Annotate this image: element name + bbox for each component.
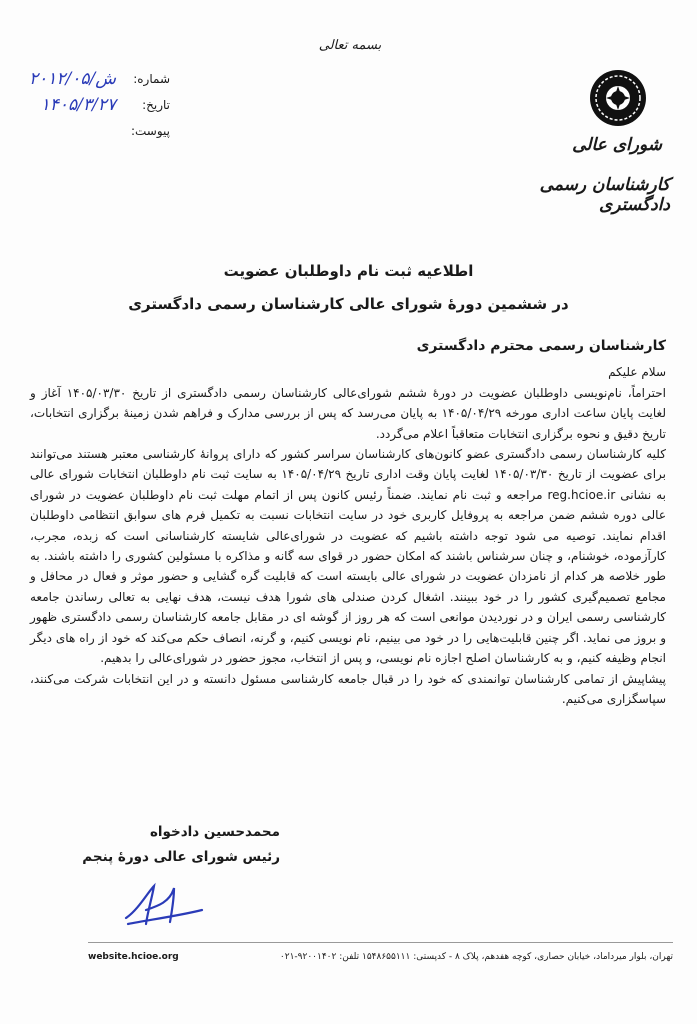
signature-block: [60, 820, 280, 870]
paragraph-2: کلیه کارشناسان رسمی دادگستری عضو کانون‌های کارشناسان سراسر کشور که دارای پروانۀ کارشناسی معتبر هستند می‌توانند برای عضویت از تاریخ ۱۴۰۵/۰۳/۳۰ لغایت پایان وقت اداری تاریخ ۱۴۰۵/۰۴/۲۹ به سایت ثبت نام داوطلبان انتخابات شورای عالی به نشانی reg.hcioe.ir مراجعه و ثبت نام نمایند. ضمناً رئیس کانون پس از اتمام مهلت ثبت نام داوطلبان عضویت در شورای عالی دوره ششم ضمن مراجعه به پروفایل کاربری خود در سایت انتخابات نسبت به تکمیل فرم های سوابق انتظامی داوطلبان اقدام نمایند. توصیه می شود توجه داشته باشیم که عضویت در شورای‌عالی شایسته کارشناسانی است که زبده، مجرب، کارآزموده، خوشنام، و چنان سرشناس باشند که امکان حضور در قوای سه گانه و مذاکره با مسئولین کشوری را داشته باشند. به طور خلاصه هر کدام از نامزدان عضویت در شورای عالی بایسته است که قابلیت گره گشایی و حضور موثر و فعال در محافل و مجامع تصمیم‌گیری کشور را در خود ببینند. اشغال کردن صندلی های شورا هدف نیست، هدف نهایی به تعالی رساندن جامعه کارشناسی رسمی ایران و در نوردیدن موانعی است که هر روز از گوشه ای در مقابل جامعه کارشناسان رسمی دادگستری ظهور و بروز می نماید. اگر چنین قابلیت‌هایی را در خود می بینیم، نام نویسی کنیم، و گرنه، انصاف حکم می‌کند که خود از راه های دیگر انجام وظیفه کنیم، و به کارشناسان اصلح اجازه نام نویسی، و پس از انتخاب، مجوز حضور در شورای‌عالی را بدهیم.: [30, 447, 666, 666]
invocation-heading: بسمه تعالی: [318, 38, 382, 53]
paragraph-1: احتراماً، نام‌نویسی داوطلبان عضویت در دورۀ ششم شورای‌عالی کارشناسان رسمی دادگستری از تاریخ ۱۴۰۵/۰۳/۳۰ آغاز و لغایت پایان ساعت اداری مورخه ۱۴۰۵/۰۴/۲۹ به پایان می‌رسد که پس از بررسی مدارک و فراهم شدن زمینۀ برگزاری انتخابات، تاریخ دقیق و نحوه برگزاری انتخابات متعاقباً اعلام می‌گردد.: [30, 385, 666, 441]
footer-website: website.hcioe.org: [88, 952, 179, 962]
handwritten-signature-icon: [118, 880, 208, 930]
date-label: تاریخ:: [142, 98, 170, 112]
org-line-2: کارشناسان رسمی دادگستری: [539, 175, 670, 215]
title-line-2: در ششمین دورۀ شورای عالی کارشناسان رسمی دادگستری: [128, 295, 569, 313]
date-value: ۱۴۰۵/۳/۲۷: [40, 95, 116, 115]
attachment-label: پیوست:: [130, 124, 170, 138]
attachment-row: [20, 118, 170, 144]
date-row: [20, 92, 170, 118]
organization-name: [520, 135, 670, 215]
org-line-1: شورای عالی: [572, 135, 662, 155]
number-row: [20, 66, 170, 92]
footer-address: تهران، بلوار میرداماد، خیابان حصاری، کوچه هفدهم، پلاک ۸ - کدپستی: ۱۵۴۸۶۵۵۱۱۱ تلفن: ۹۲۰۰۱۴۰۲-۰۲۱: [279, 952, 673, 962]
signatory-role: رئیس شورای عالی دورۀ پنجم: [82, 849, 280, 865]
number-value: ۲۰۱۲/ش/۰۵: [28, 69, 116, 89]
number-label: شماره:: [133, 72, 170, 86]
notice-title: [100, 255, 597, 321]
signatory-name: محمدحسین دادخواه: [149, 824, 280, 840]
letter-body: [30, 336, 666, 709]
greeting: سلام علیکم: [608, 365, 666, 380]
letter-footer: [88, 952, 673, 962]
paragraph-3: پیشاپیش از تمامی کارشناسان توانمندی که خود را در قبال جامعه کارشناسی مسئول دانسته و در این انتخابات شرکت می‌کنند، سپاسگزاری می‌کنیم.: [30, 671, 666, 706]
salutation: کارشناسان رسمی محترم دادگستری: [416, 338, 666, 354]
title-line-1: اطلاعیه ثبت نام داوطلبان عضویت: [223, 262, 474, 280]
footer-divider: [88, 942, 673, 943]
letter-metadata: [20, 66, 170, 144]
council-logo-icon: [588, 68, 648, 128]
